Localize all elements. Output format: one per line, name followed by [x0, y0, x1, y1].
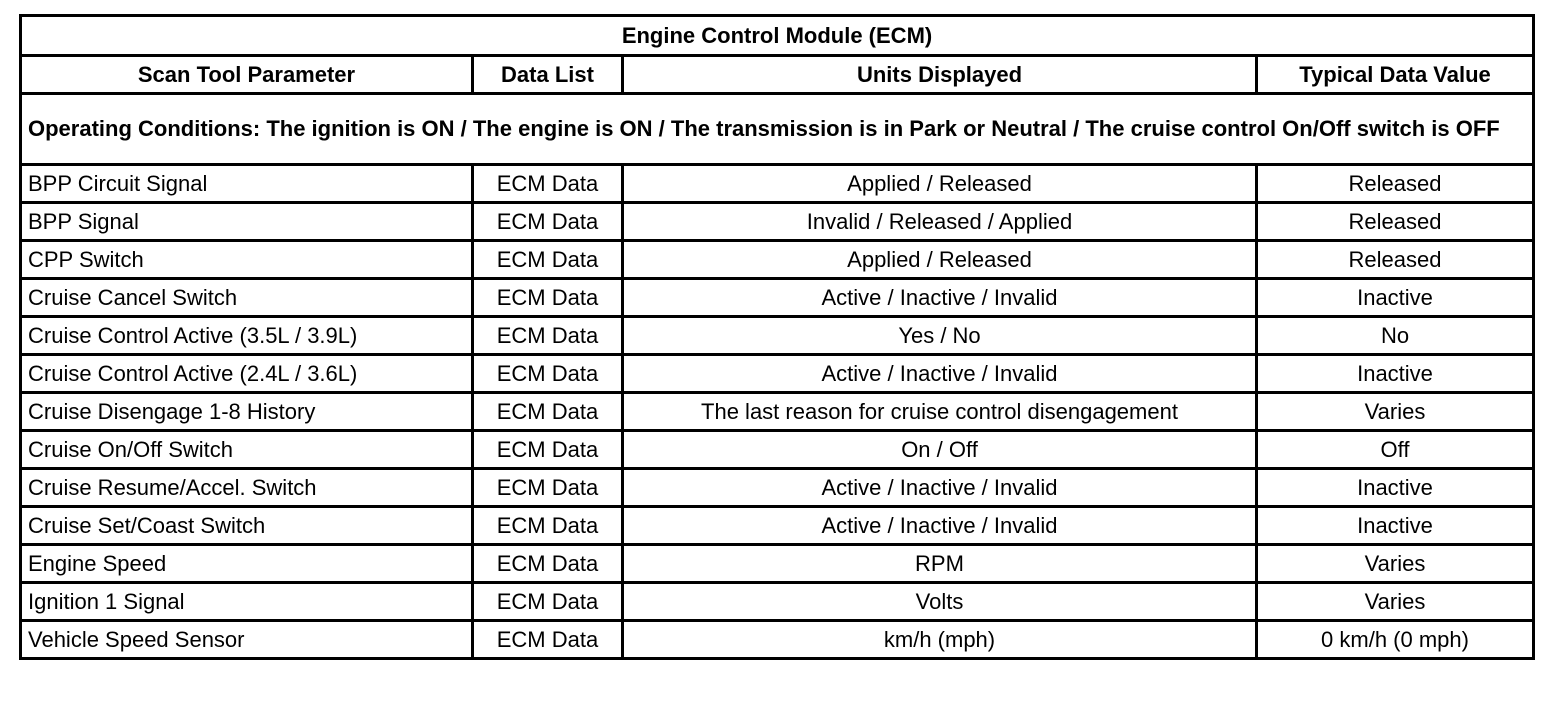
cell-data-list: ECM Data — [473, 621, 623, 659]
cell-typical-value: Inactive — [1257, 279, 1534, 317]
table-row — [21, 165, 1534, 203]
table-row — [21, 507, 1534, 545]
cell-typical-value: Released — [1257, 203, 1534, 241]
table-row — [21, 355, 1534, 393]
cell-parameter: Cruise Disengage 1-8 History — [21, 393, 473, 431]
cell-typical-value: Released — [1257, 241, 1534, 279]
cell-data-list: ECM Data — [473, 241, 623, 279]
table-row — [21, 393, 1534, 431]
cell-typical-value: Varies — [1257, 583, 1534, 621]
cell-typical-value: Released — [1257, 165, 1534, 203]
cell-parameter: Cruise Set/Coast Switch — [21, 507, 473, 545]
table-row — [21, 583, 1534, 621]
table-title: Engine Control Module (ECM) — [21, 16, 1534, 56]
cell-data-list: ECM Data — [473, 393, 623, 431]
cell-data-list: ECM Data — [473, 203, 623, 241]
cell-parameter: BPP Circuit Signal — [21, 165, 473, 203]
table-row — [21, 317, 1534, 355]
cell-parameter: Cruise Control Active (3.5L / 3.9L) — [21, 317, 473, 355]
cell-parameter: Cruise Cancel Switch — [21, 279, 473, 317]
table-title-row — [21, 16, 1534, 56]
cell-typical-value: Inactive — [1257, 469, 1534, 507]
table-row — [21, 545, 1534, 583]
cell-data-list: ECM Data — [473, 545, 623, 583]
cell-parameter: Ignition 1 Signal — [21, 583, 473, 621]
cell-typical-value: Off — [1257, 431, 1534, 469]
cell-typical-value: Varies — [1257, 393, 1534, 431]
cell-parameter: Cruise Control Active (2.4L / 3.6L) — [21, 355, 473, 393]
cell-parameter: BPP Signal — [21, 203, 473, 241]
cell-data-list: ECM Data — [473, 507, 623, 545]
operating-conditions: Operating Conditions: The ignition is ON / The engine is ON / The transmission is in Park or Neutral / The cruise control On/Off switch is OFF — [21, 94, 1534, 165]
table-row — [21, 241, 1534, 279]
cell-typical-value: No — [1257, 317, 1534, 355]
cell-typical-value: Inactive — [1257, 355, 1534, 393]
table-row — [21, 469, 1534, 507]
header-typical-data-value: Typical Data Value — [1257, 56, 1534, 94]
cell-parameter: Vehicle Speed Sensor — [21, 621, 473, 659]
cell-units: Active / Inactive / Invalid — [623, 507, 1257, 545]
cell-parameter: CPP Switch — [21, 241, 473, 279]
header-data-list: Data List — [473, 56, 623, 94]
cell-parameter: Cruise On/Off Switch — [21, 431, 473, 469]
table-row — [21, 621, 1534, 659]
cell-units: Active / Inactive / Invalid — [623, 355, 1257, 393]
cell-units: Volts — [623, 583, 1257, 621]
cell-units: Applied / Released — [623, 241, 1257, 279]
cell-units: Applied / Released — [623, 165, 1257, 203]
cell-units: Active / Inactive / Invalid — [623, 279, 1257, 317]
cell-units: Invalid / Released / Applied — [623, 203, 1257, 241]
table-row — [21, 203, 1534, 241]
cell-units: Active / Inactive / Invalid — [623, 469, 1257, 507]
cell-parameter: Cruise Resume/Accel. Switch — [21, 469, 473, 507]
cell-typical-value: Varies — [1257, 545, 1534, 583]
cell-data-list: ECM Data — [473, 279, 623, 317]
cell-data-list: ECM Data — [473, 317, 623, 355]
cell-typical-value: 0 km/h (0 mph) — [1257, 621, 1534, 659]
cell-data-list: ECM Data — [473, 469, 623, 507]
cell-units: RPM — [623, 545, 1257, 583]
header-units-displayed: Units Displayed — [623, 56, 1257, 94]
cell-data-list: ECM Data — [473, 583, 623, 621]
table-row — [21, 431, 1534, 469]
ecm-data-table — [19, 14, 1535, 660]
header-scan-tool-parameter: Scan Tool Parameter — [21, 56, 473, 94]
cell-parameter: Engine Speed — [21, 545, 473, 583]
cell-units: Yes / No — [623, 317, 1257, 355]
cell-typical-value: Inactive — [1257, 507, 1534, 545]
cell-data-list: ECM Data — [473, 431, 623, 469]
column-header-row — [21, 56, 1534, 94]
cell-units: km/h (mph) — [623, 621, 1257, 659]
cell-data-list: ECM Data — [473, 165, 623, 203]
table-row — [21, 279, 1534, 317]
cell-units: On / Off — [623, 431, 1257, 469]
cell-units: The last reason for cruise control disengagement — [623, 393, 1257, 431]
cell-data-list: ECM Data — [473, 355, 623, 393]
operating-conditions-row — [21, 94, 1534, 165]
